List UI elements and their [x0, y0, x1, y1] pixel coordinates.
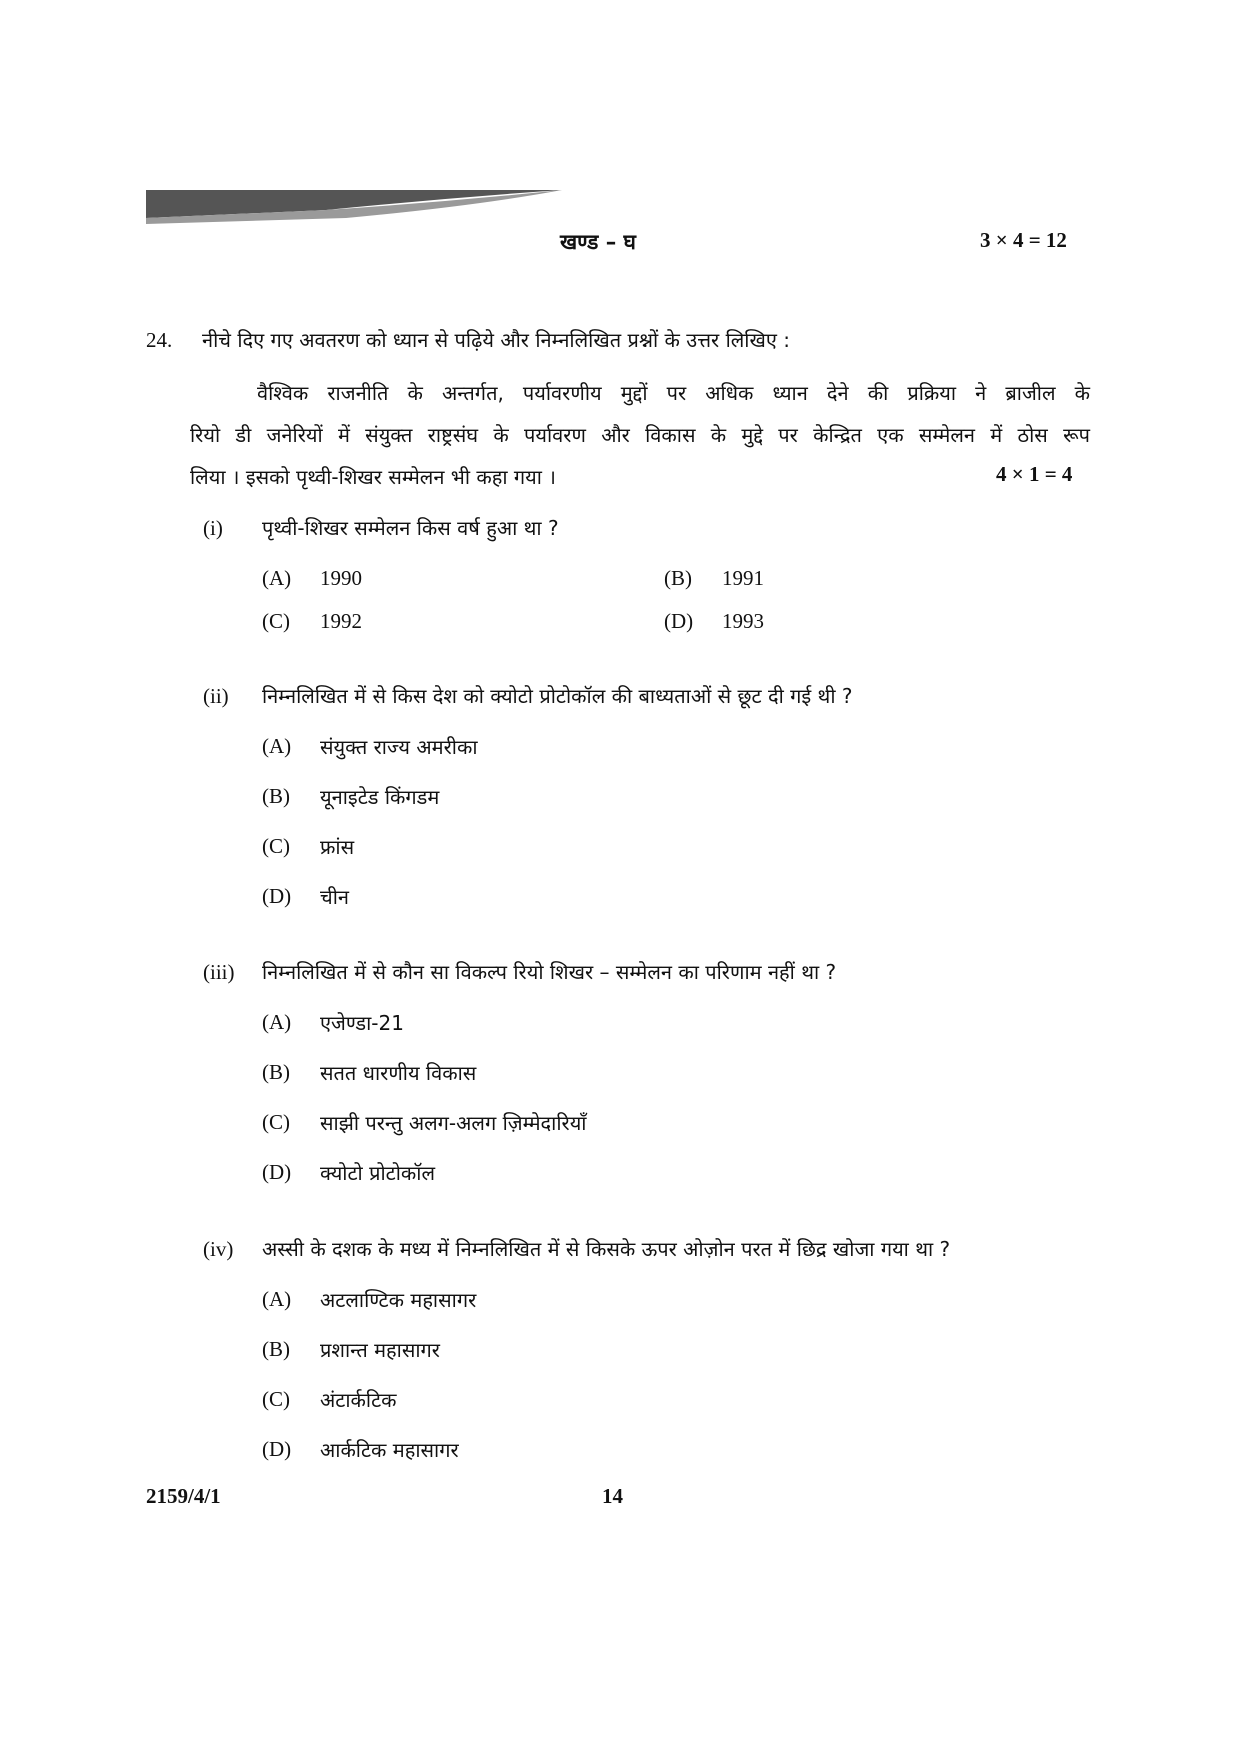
- passage-line: वैश्विक राजनीति के अन्तर्गत, पर्यावरणीय मुद्दों पर अधिक ध्यान देने की प्रक्रिया ने ब्राजील के: [257, 381, 1090, 405]
- option-text[interactable]: 1993: [722, 609, 764, 633]
- option-label: (A): [262, 734, 292, 758]
- option-text[interactable]: प्रशान्त महासागर: [320, 1338, 440, 1362]
- section-marks: 3 × 4 = 12: [980, 228, 1067, 252]
- subquestion-number: (iii): [203, 960, 235, 984]
- subquestion-number: (iv): [203, 1237, 234, 1261]
- option-label: (A): [262, 566, 292, 590]
- option-label: (C): [262, 1110, 290, 1134]
- option-label: (C): [262, 834, 290, 858]
- option-text[interactable]: एजेण्डा-21: [320, 1011, 404, 1035]
- section-title: खण्ड – घ: [560, 230, 636, 254]
- option-label: (D): [262, 1437, 292, 1461]
- passage-line: रियो डी जनेरियों में संयुक्त राष्ट्रसंघ के पर्यावरण और विकास के मुद्दे पर केन्द्रित एक सम्मेलन में ठोस रूप: [190, 423, 1090, 447]
- option-text[interactable]: सतत धारणीय विकास: [320, 1061, 477, 1085]
- passage: [190, 372, 1090, 498]
- option-text[interactable]: संयुक्त राज्य अमरीका: [320, 735, 478, 759]
- option-text[interactable]: अटलाण्टिक महासागर: [320, 1288, 477, 1312]
- option-label: (C): [262, 1387, 290, 1411]
- option-text[interactable]: यूनाइटेड किंगडम: [320, 785, 440, 809]
- header-brush-stroke: [146, 188, 566, 228]
- option-text[interactable]: 1990: [320, 566, 362, 590]
- option-text[interactable]: 1992: [320, 609, 362, 633]
- page-number: 14: [602, 1484, 623, 1508]
- option-label: (B): [262, 1337, 290, 1361]
- question-number: 24.: [146, 328, 173, 352]
- option-label: (B): [262, 784, 290, 808]
- subquestion-text: निम्नलिखित में से किस देश को क्योटो प्रोटोकॉल की बाध्यताओं से छूट दी गई थी ?: [262, 684, 853, 708]
- question-instruction: नीचे दिए गए अवतरण को ध्यान से पढ़िये और निम्नलिखित प्रश्नों के उत्तर लिखिए :: [202, 328, 791, 352]
- passage-marks: 4 × 1 = 4: [996, 462, 1073, 486]
- option-text[interactable]: 1991: [722, 566, 764, 590]
- option-label: (D): [262, 1160, 292, 1184]
- subquestion-text: निम्नलिखित में से कौन सा विकल्प रियो शिखर – सम्मेलन का परिणाम नहीं था ?: [262, 960, 837, 984]
- option-text[interactable]: आर्कटिक महासागर: [320, 1438, 459, 1462]
- subquestion-text: पृथ्वी-शिखर सम्मेलन किस वर्ष हुआ था ?: [262, 516, 559, 540]
- option-text[interactable]: अंटार्कटिक: [320, 1388, 397, 1412]
- option-text[interactable]: क्योटो प्रोटोकॉल: [320, 1161, 436, 1185]
- subquestion-number: (ii): [203, 684, 229, 708]
- option-text[interactable]: चीन: [320, 885, 349, 909]
- option-label: (B): [262, 1060, 290, 1084]
- option-label: (A): [262, 1287, 292, 1311]
- subquestion-number: (i): [203, 516, 223, 540]
- option-label: (D): [262, 884, 292, 908]
- option-text[interactable]: साझी परन्तु अलग-अलग ज़िम्मेदारियाँ: [320, 1111, 587, 1135]
- option-label: (D): [664, 609, 694, 633]
- option-label: (C): [262, 609, 290, 633]
- option-text[interactable]: फ्रांस: [320, 835, 355, 859]
- option-label: (B): [664, 566, 692, 590]
- subquestion-text: अस्सी के दशक के मध्य में निम्नलिखित में से किसके ऊपर ओज़ोन परत में छिद्र खोजा गया था ?: [262, 1237, 951, 1261]
- option-label: (A): [262, 1010, 292, 1034]
- passage-line: लिया । इसको पृथ्वी-शिखर सम्मेलन भी कहा गया ।: [190, 465, 556, 489]
- paper-code: 2159/4/1: [146, 1484, 221, 1508]
